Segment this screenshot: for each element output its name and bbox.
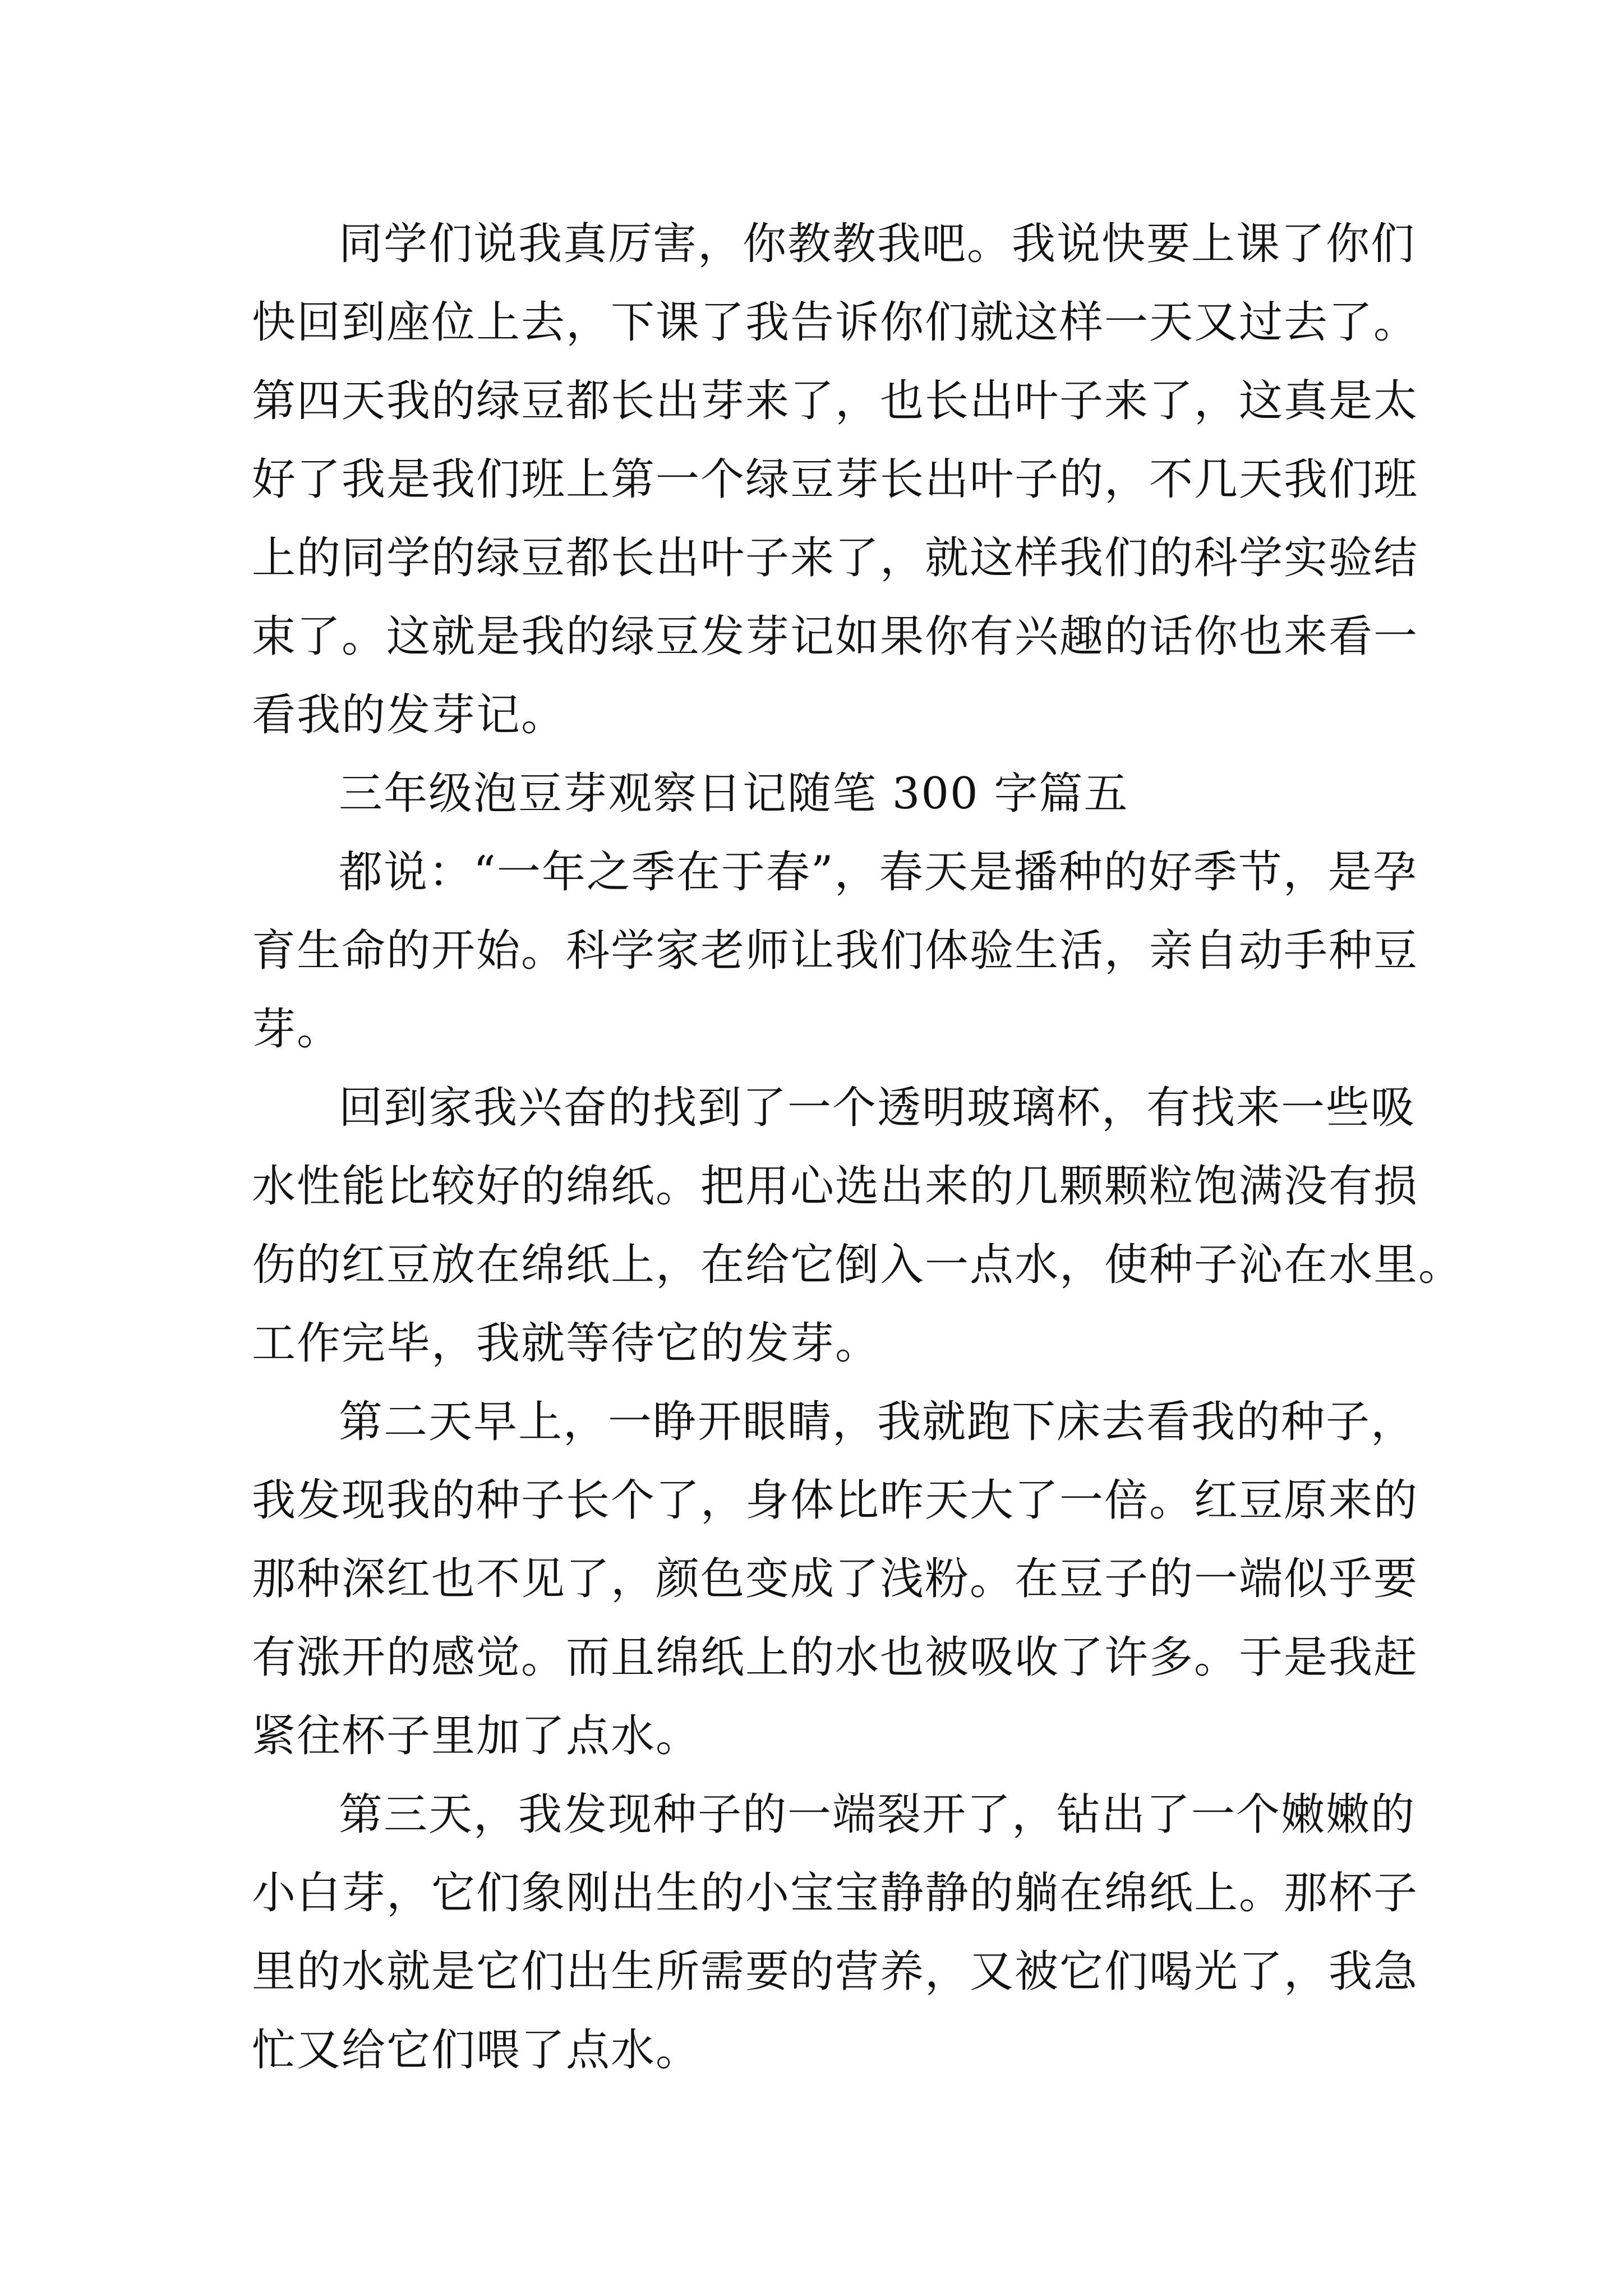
paragraph-line: 都说：“一年之季在于春”，春天是播种的好季节，是孕 xyxy=(339,847,1418,898)
paragraph-line: 第四天我的绿豆都长出芽来了，也长出叶子来了，这真是太 xyxy=(252,376,1419,426)
paragraph-line: 回到家我兴奋的找到了一个透明玻璃杯，有找来一些吸 xyxy=(339,1083,1416,1133)
paragraph-line: 育生命的开始。科学家老师让我们体验生活，亲自动手种豆 xyxy=(252,926,1419,976)
paragraph-line: 我发现我的种子长个了，身体比昨天大了一倍。红豆原来的 xyxy=(252,1475,1419,1526)
paragraph-line: 第二天早上，一睁开眼睛，我就跑下床去看我的种子， xyxy=(339,1397,1416,1447)
paragraph-line: 束了。这就是我的绿豆发芽记如果你有兴趣的话你也来看一 xyxy=(252,611,1419,662)
paragraph-line: 里的水就是它们出生所需要的营养，又被它们喝光了，我急 xyxy=(252,1947,1419,1997)
paragraph-line: 紧往杯子里加了点水。 xyxy=(252,1711,701,1761)
paragraph-line: 伤的红豆放在绵纸上，在给它倒入一点水，使种子沁在水里。 xyxy=(252,1240,1464,1290)
paragraph-line: 看我的发芽记。 xyxy=(252,690,566,740)
section-heading: 三年级泡豆芽观察日记随笔 300 字篇五 xyxy=(339,769,1129,819)
paragraph-line: 同学们说我真厉害，你教教我吧。我说快要上课了你们 xyxy=(339,219,1416,269)
paragraph-line: 水性能比较好的绵纸。把用心选出来的几颗颗粒饱满没有损 xyxy=(252,1161,1419,1212)
paragraph-line: 芽。 xyxy=(252,1004,342,1055)
paragraph-line: 好了我是我们班上第一个绿豆芽长出叶子的，不几天我们班 xyxy=(252,454,1419,505)
paragraph-line: 上的同学的绿豆都长出叶子来了，就这样我们的科学实验结 xyxy=(252,533,1419,583)
paragraph-line: 那种深红也不见了，颜色变成了浅粉。在豆子的一端似乎要 xyxy=(252,1554,1419,1604)
paragraph-line: 第三天，我发现种子的一端裂开了，钻出了一个嫩嫩的 xyxy=(339,1789,1416,1840)
paragraph-line: 快回到座位上去，下课了我告诉你们就这样一天又过去了。 xyxy=(252,297,1419,348)
paragraph-line: 工作完毕，我就等待它的发芽。 xyxy=(252,1318,880,1369)
paragraph-line: 忙又给它们喂了点水。 xyxy=(252,2025,701,2076)
paragraph-line: 有涨开的感觉。而且绵纸上的水也被吸收了许多。于是我赶 xyxy=(252,1632,1419,1683)
paragraph-line: 小白芽，它们象刚出生的小宝宝静静的躺在绵纸上。那杯子 xyxy=(252,1868,1419,1918)
